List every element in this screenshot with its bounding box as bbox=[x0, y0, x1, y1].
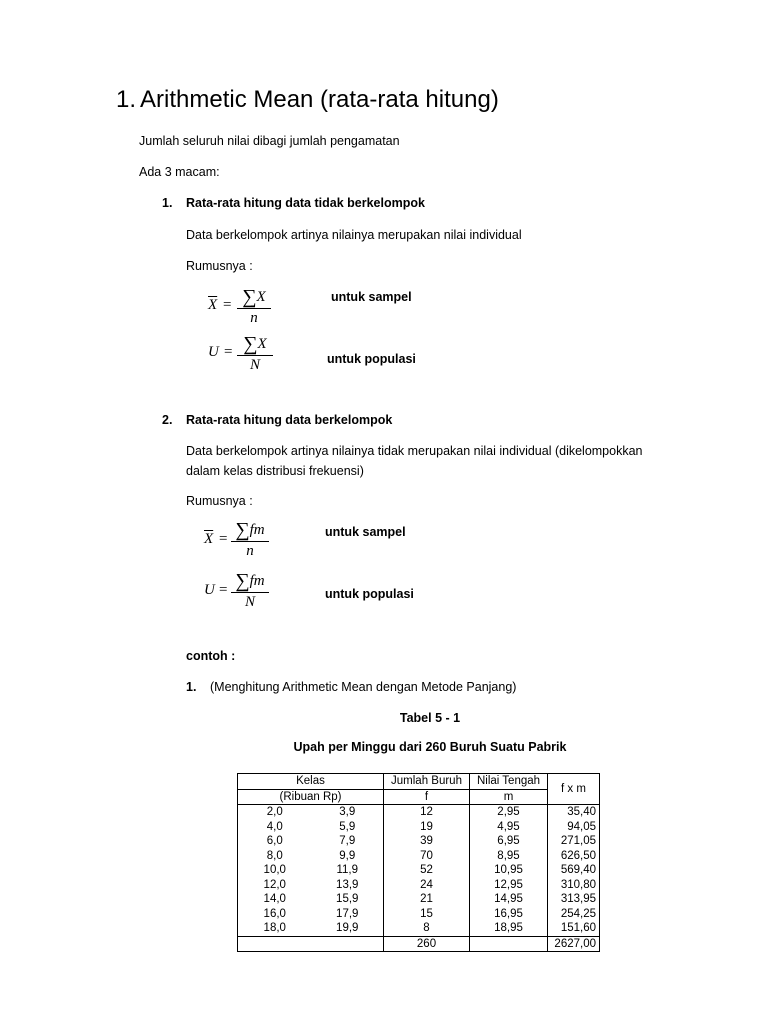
cell-f: 52 bbox=[384, 863, 470, 878]
cell-m: 18,95 bbox=[470, 921, 548, 936]
cell-m: 4,95 bbox=[470, 820, 548, 835]
formula-label-population: untuk populasi bbox=[327, 352, 416, 366]
cell-fxm: 569,40 bbox=[548, 863, 600, 878]
header-f: f bbox=[384, 789, 470, 805]
table-row bbox=[238, 863, 600, 878]
formula-fraction bbox=[231, 568, 269, 611]
table-subheader-row bbox=[238, 789, 600, 805]
cell-f: 15 bbox=[384, 907, 470, 922]
section1-number: 1. bbox=[162, 196, 173, 210]
sigma-symbol: ∑ bbox=[243, 333, 258, 355]
table-row bbox=[238, 805, 600, 820]
cell-fxm: 313,95 bbox=[548, 892, 600, 907]
cell-kelas-high: 3,9 bbox=[312, 805, 384, 820]
formula-denominator: N bbox=[244, 594, 255, 610]
cell-f: 8 bbox=[384, 921, 470, 936]
cell-kelas-low: 12,0 bbox=[238, 878, 312, 893]
cell-fxm: 254,25 bbox=[548, 907, 600, 922]
formula-lhs: $\overline{X}$ bbox=[204, 531, 214, 547]
formula-fraction bbox=[237, 284, 271, 327]
cell-fxm: 94,05 bbox=[548, 820, 600, 835]
cell-kelas-low: 10,0 bbox=[238, 863, 312, 878]
formula-label-sample: untuk sampel bbox=[331, 290, 412, 304]
cell-kelas-low: 8,0 bbox=[238, 849, 312, 864]
cell-m: 2,95 bbox=[470, 805, 548, 820]
cell-kelas-low: 18,0 bbox=[238, 921, 312, 936]
formula-numerator: X bbox=[257, 336, 267, 352]
section2-description-line1: Data berkelompok artinya nilainya tidak merupakan nilai individual (dikelompokkan bbox=[186, 444, 643, 458]
cell-m: 6,95 bbox=[470, 834, 548, 849]
formula-ungrouped-sample bbox=[206, 284, 286, 324]
formula-denominator: N bbox=[249, 357, 260, 373]
sigma-symbol: ∑ bbox=[242, 286, 257, 308]
section1-formula-label: Rumusnya : bbox=[186, 259, 253, 273]
formula-label-sample: untuk sampel bbox=[325, 525, 406, 539]
header-fxm: f x m bbox=[548, 774, 600, 805]
cell-f: 12 bbox=[384, 805, 470, 820]
cell-fxm: 271,05 bbox=[548, 834, 600, 849]
cell-f: 39 bbox=[384, 834, 470, 849]
fraction-bar bbox=[237, 355, 273, 356]
formula-numerator: fm bbox=[249, 573, 265, 589]
cell-f: 21 bbox=[384, 892, 470, 907]
header-ribuan-rp: (Ribuan Rp) bbox=[238, 789, 384, 805]
cell-m: 10,95 bbox=[470, 863, 548, 878]
header-m: m bbox=[470, 789, 548, 805]
table-row bbox=[238, 878, 600, 893]
cell-m: 16,95 bbox=[470, 907, 548, 922]
cell-kelas-low: 2,0 bbox=[238, 805, 312, 820]
formula-denominator: n bbox=[250, 310, 258, 326]
formula-grouped-population bbox=[202, 568, 282, 612]
table-number: Tabel 5 - 1 bbox=[399, 711, 461, 725]
section2-number: 2. bbox=[162, 413, 173, 427]
table-row bbox=[238, 849, 600, 864]
header-nilai-tengah: Nilai Tengah bbox=[470, 774, 548, 790]
cell-total-fxm: 2627,00 bbox=[548, 936, 600, 952]
table-row bbox=[238, 921, 600, 936]
table-row bbox=[238, 834, 600, 849]
cell-f: 70 bbox=[384, 849, 470, 864]
formula-denominator: n bbox=[246, 543, 254, 559]
cell-m: 14,95 bbox=[470, 892, 548, 907]
header-jumlah-buruh: Jumlah Buruh bbox=[384, 774, 470, 790]
cell-kelas-low: 14,0 bbox=[238, 892, 312, 907]
sigma-symbol: ∑ bbox=[235, 519, 250, 541]
section2-heading: Rata-rata hitung data berkelompok bbox=[186, 413, 393, 427]
wage-table bbox=[237, 773, 600, 952]
cell-kelas-high: 11,9 bbox=[312, 863, 384, 878]
cell-kelas-low: 16,0 bbox=[238, 907, 312, 922]
fraction-bar bbox=[231, 541, 269, 542]
types-intro: Ada 3 macam: bbox=[139, 165, 220, 179]
formula-lhs: $\overline{X}$ bbox=[208, 297, 218, 313]
equals-sign: = bbox=[224, 344, 233, 360]
equals-sign: = bbox=[219, 531, 228, 547]
formula-grouped-sample bbox=[202, 517, 282, 561]
cell-kelas-high: 13,9 bbox=[312, 878, 384, 893]
table-row bbox=[238, 907, 600, 922]
example-label: contoh : bbox=[186, 649, 236, 663]
page-title bbox=[116, 86, 499, 114]
cell-total-empty bbox=[470, 936, 548, 952]
equals-sign: = bbox=[219, 582, 228, 598]
equals-sign: = bbox=[223, 297, 232, 313]
intro-text: Jumlah seluruh nilai dibagi jumlah pengamatan bbox=[139, 134, 400, 148]
cell-kelas-high: 15,9 bbox=[312, 892, 384, 907]
formula-fraction bbox=[231, 517, 269, 560]
cell-total-f: 260 bbox=[384, 936, 470, 952]
cell-fxm: 35,40 bbox=[548, 805, 600, 820]
formula-lhs: U bbox=[208, 344, 219, 360]
cell-kelas-low: 6,0 bbox=[238, 834, 312, 849]
example-text: (Menghitung Arithmetic Mean dengan Metode Panjang) bbox=[210, 680, 517, 694]
cell-m: 12,95 bbox=[470, 878, 548, 893]
cell-fxm: 626,50 bbox=[548, 849, 600, 864]
cell-f: 24 bbox=[384, 878, 470, 893]
section1-heading: Rata-rata hitung data tidak berkelompok bbox=[186, 196, 425, 210]
cell-kelas-high: 19,9 bbox=[312, 921, 384, 936]
table-header-row bbox=[238, 774, 600, 790]
cell-kelas-high: 9,9 bbox=[312, 849, 384, 864]
table-row bbox=[238, 892, 600, 907]
formula-ungrouped-population bbox=[206, 331, 286, 371]
section2-description-line2: dalam kelas distribusi frekuensi) bbox=[186, 464, 364, 478]
formula-numerator: fm bbox=[249, 522, 265, 538]
fraction-bar bbox=[237, 308, 271, 309]
example-number: 1. bbox=[186, 680, 197, 694]
header-kelas: Kelas bbox=[238, 774, 384, 790]
table-total-row bbox=[238, 936, 600, 952]
formula-lhs: U bbox=[204, 582, 215, 598]
section2-formula-label: Rumusnya : bbox=[186, 494, 253, 508]
cell-f: 19 bbox=[384, 820, 470, 835]
title-text: Arithmetic Mean (rata-rata hitung) bbox=[140, 86, 499, 113]
cell-kelas-high: 17,9 bbox=[312, 907, 384, 922]
cell-kelas-high: 7,9 bbox=[312, 834, 384, 849]
cell-kelas-low: 4,0 bbox=[238, 820, 312, 835]
table-title: Upah per Minggu dari 260 Buruh Suatu Pabrik bbox=[293, 740, 567, 754]
cell-fxm: 310,80 bbox=[548, 878, 600, 893]
cell-kelas-high: 5,9 bbox=[312, 820, 384, 835]
formula-fraction bbox=[237, 331, 273, 374]
title-number: 1. bbox=[116, 86, 137, 113]
formula-numerator: X bbox=[256, 289, 266, 305]
sigma-symbol: ∑ bbox=[235, 570, 250, 592]
fraction-bar bbox=[231, 592, 269, 593]
section1-description: Data berkelompok artinya nilainya merupakan nilai individual bbox=[186, 228, 522, 242]
formula-label-population: untuk populasi bbox=[325, 587, 414, 601]
cell-total-empty bbox=[238, 936, 384, 952]
table-row bbox=[238, 820, 600, 835]
cell-fxm: 151,60 bbox=[548, 921, 600, 936]
cell-m: 8,95 bbox=[470, 849, 548, 864]
